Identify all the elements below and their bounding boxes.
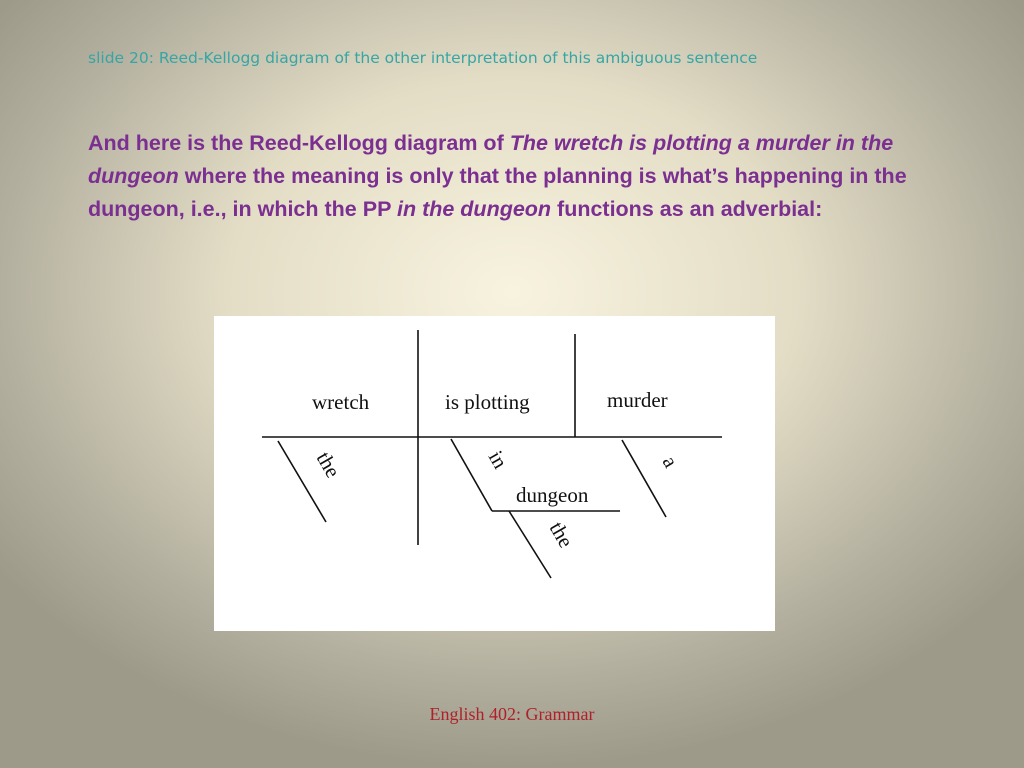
subject-modifier-word: the bbox=[311, 447, 346, 482]
body-text-part2: where the meaning is only that the planning is what’s happening in the dungeon, i.e., in which the PP bbox=[88, 164, 907, 221]
object-modifier-line bbox=[622, 440, 666, 517]
object-modifier-word: a bbox=[657, 451, 684, 472]
slide-body-text bbox=[88, 127, 968, 226]
body-text-part1: And here is the Reed-Kellogg diagram of bbox=[88, 131, 510, 155]
body-text-pp-italic: in the dungeon bbox=[397, 197, 552, 221]
body-text-sentence-italic: The wretch is plotting a murder in the dungeon bbox=[88, 131, 894, 188]
prep-object-modifier-word: the bbox=[544, 517, 579, 552]
preposition-line bbox=[451, 439, 492, 511]
subject-word: wretch bbox=[312, 390, 370, 414]
slide-header: slide 20: Reed-Kellogg diagram of the other interpretation of this ambiguous sentence bbox=[88, 49, 758, 67]
prep-object-modifier-line bbox=[509, 511, 551, 578]
subject-modifier-line bbox=[278, 441, 326, 522]
slide-footer: English 402: Grammar bbox=[429, 704, 595, 724]
preposition-word: in bbox=[483, 446, 513, 473]
diagram-svg bbox=[214, 316, 775, 631]
verb-word: is plotting bbox=[445, 390, 530, 414]
prep-object-word: dungeon bbox=[516, 483, 589, 507]
reed-kellogg-diagram bbox=[214, 316, 775, 631]
object-word: murder bbox=[607, 388, 668, 412]
body-text-part3: functions as an adverbial: bbox=[551, 197, 823, 221]
